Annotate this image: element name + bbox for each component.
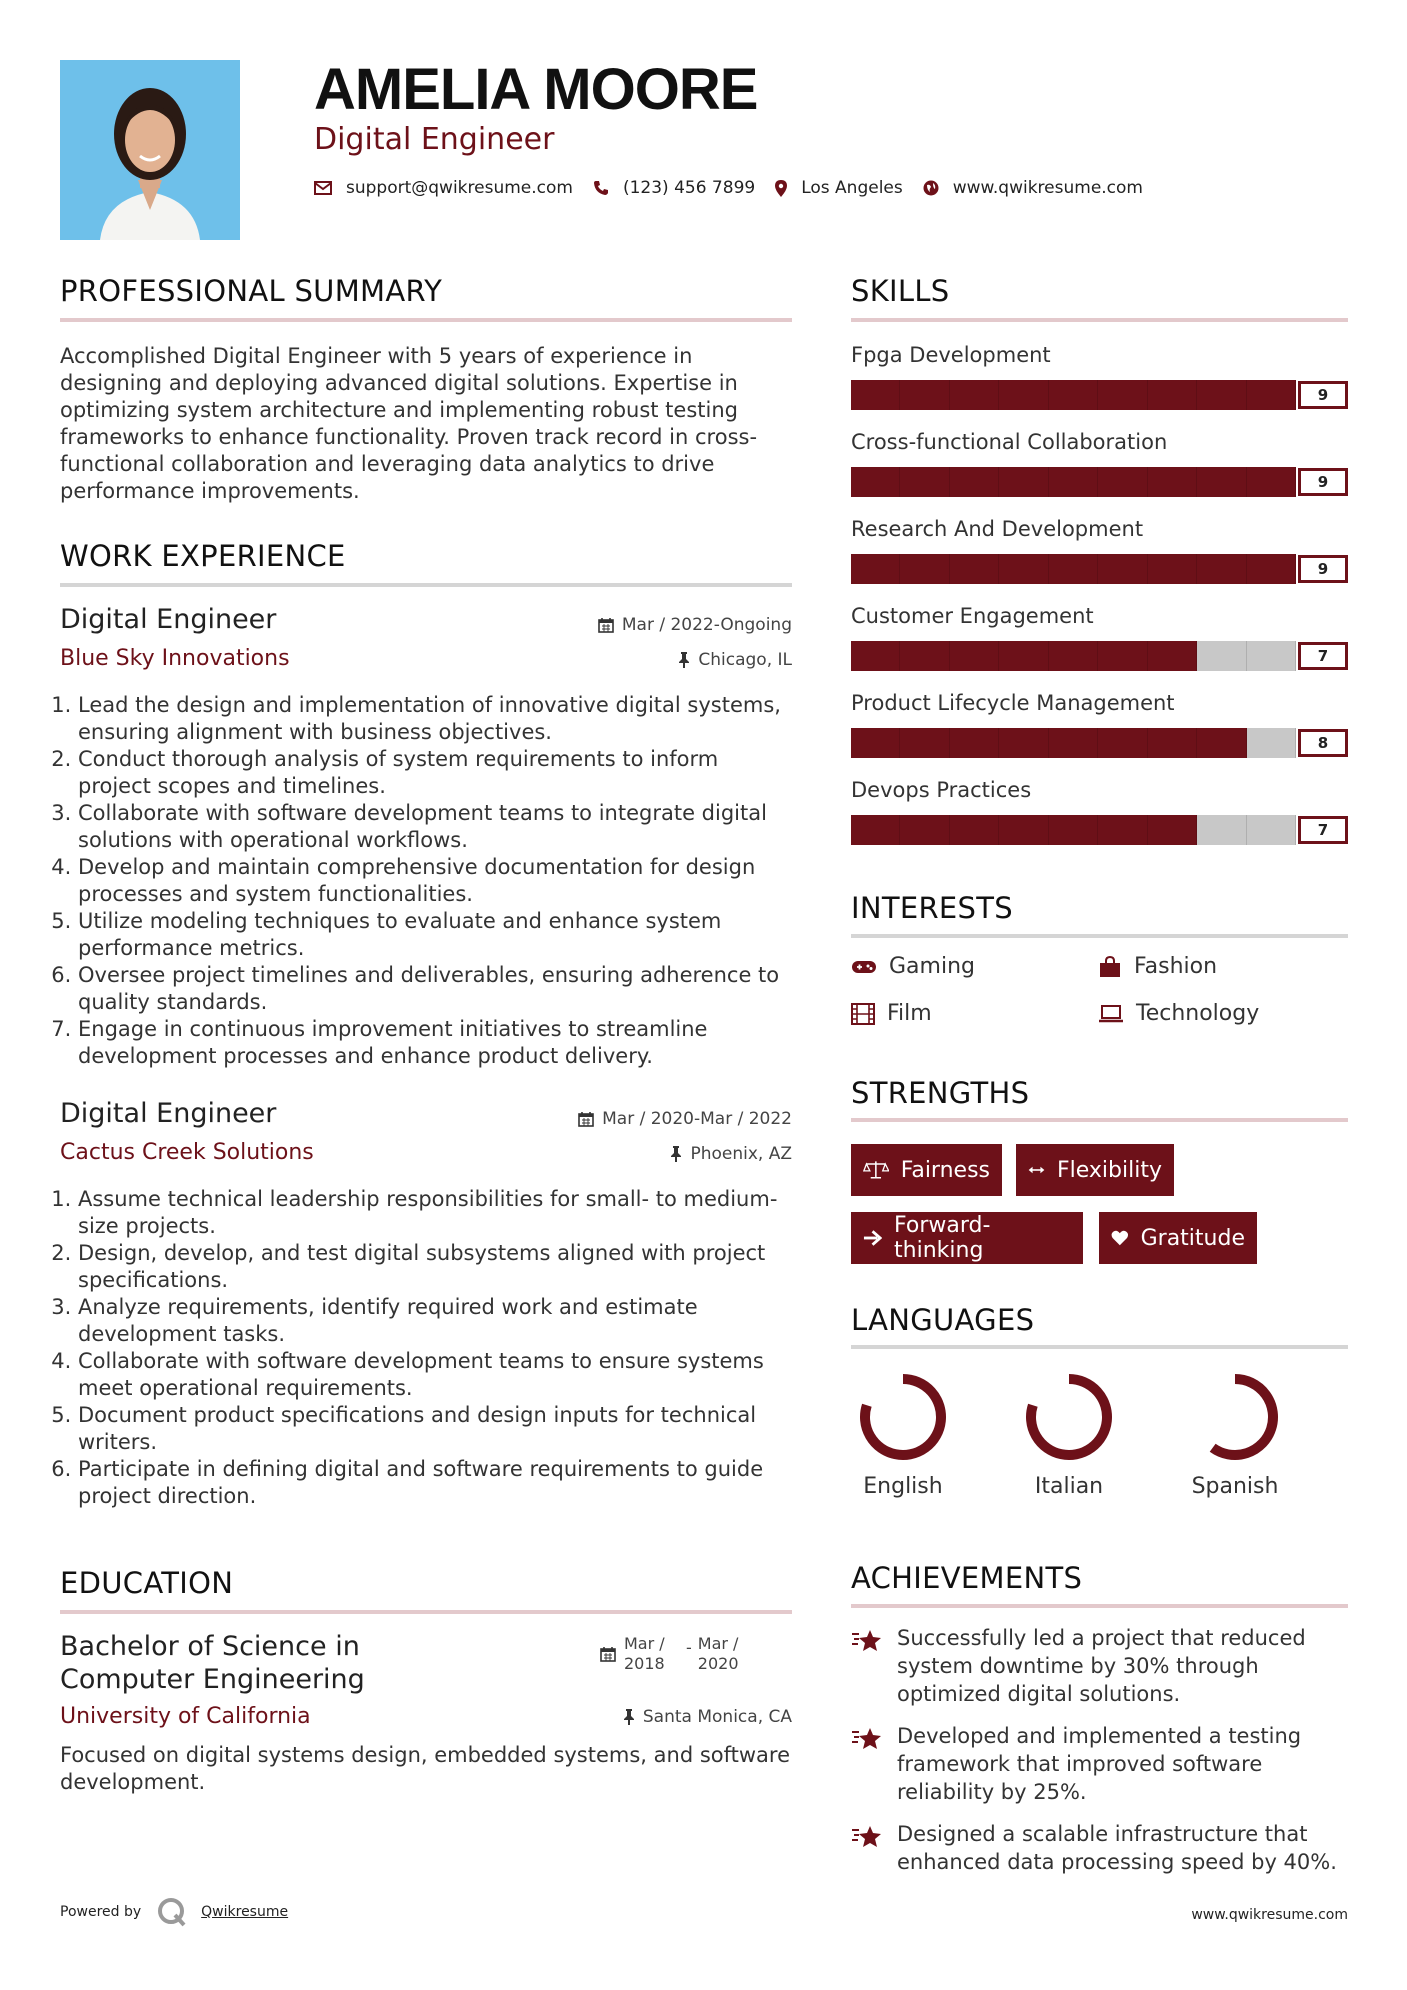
skill-bar-segment: [1197, 641, 1246, 671]
skill-bar-segment: [851, 728, 900, 758]
heart-icon: [1111, 1228, 1129, 1248]
skill-bar-segment: [1197, 728, 1246, 758]
skill-bar-segment: [1098, 728, 1147, 758]
skills-list: [851, 340, 1348, 862]
skill-bar-segment: [851, 467, 900, 497]
education-location: Santa Monica, CA: [623, 1707, 792, 1727]
job-title: Digital Engineer: [60, 1098, 277, 1129]
skill-score: 8: [1298, 729, 1348, 757]
skills-rule: [851, 318, 1348, 322]
calendar-icon: [598, 617, 614, 633]
skill-level-bar: [851, 467, 1348, 497]
education-dates: Mar / 2018 - Mar / 2020: [600, 1634, 750, 1674]
skill-name: Research And Development: [851, 517, 1144, 541]
skill-bar-segment: [1049, 815, 1098, 845]
laptop-icon: [1098, 1004, 1124, 1024]
language-name: English: [863, 1474, 943, 1499]
contact-bar: [314, 178, 1163, 198]
skill-item: [851, 688, 1348, 775]
skill-name: Devops Practices: [851, 778, 1032, 802]
skill-score: 9: [1298, 555, 1348, 583]
skill-bar-segment: [1098, 554, 1147, 584]
contact-website[interactable]: www.qwikresume.com: [923, 178, 1143, 198]
skill-bar-segment: [1247, 554, 1296, 584]
skill-bar-segment: [1148, 467, 1197, 497]
skill-bar-segment: [999, 554, 1048, 584]
skill-item: [851, 514, 1348, 601]
skill-bar-segment: [1197, 815, 1246, 845]
job-location: Phoenix, AZ: [670, 1144, 792, 1164]
skill-bar-segment: [950, 380, 999, 410]
strength-badge: Forward-thinking: [851, 1212, 1083, 1264]
job-location: Chicago, IL: [678, 650, 792, 670]
skill-bar-segment: [999, 380, 1048, 410]
skill-item: [851, 775, 1348, 862]
skill-bar-segment: [900, 554, 949, 584]
strength-badge: Flexibility: [1016, 1144, 1174, 1196]
language-progress-ring: [1190, 1372, 1280, 1462]
globe-icon: [923, 180, 939, 196]
skill-bar-segment: [1098, 380, 1147, 410]
language-progress-ring: [1024, 1372, 1114, 1462]
list-item: 2. Conduct thorough analysis of system requirements to inform project scopes and timelines.: [78, 746, 792, 800]
gamepad-icon: [851, 959, 877, 975]
skill-bar-segment: [1247, 641, 1296, 671]
map-pin-icon: [775, 180, 787, 197]
education-start: Mar / 2018: [624, 1634, 665, 1673]
contact-email[interactable]: support@qwikresume.com: [314, 178, 573, 198]
skills-heading: SKILLS: [851, 274, 950, 308]
profile-photo: [60, 60, 240, 240]
education-school: University of California: [60, 1704, 311, 1729]
skill-bar-segment: [1148, 728, 1197, 758]
skill-bar-segment: [851, 554, 900, 584]
skill-bar-segment: [1148, 380, 1197, 410]
skill-bar-segment: [950, 728, 999, 758]
qwikresume-link[interactable]: Qwikresume: [201, 1904, 289, 1920]
skill-item: [851, 601, 1348, 688]
job-entry: [60, 604, 792, 1070]
list-item: 1. Assume technical leadership responsibilities for small- to medium-size projects.: [78, 1186, 792, 1240]
job-company: Blue Sky Innovations: [60, 646, 290, 671]
shopping-bag-icon: [1098, 956, 1122, 978]
list-item: 6. Participate in defining digital and software requirements to guide project direction.: [78, 1456, 792, 1510]
skill-bar-segment: [900, 641, 949, 671]
strengths-heading: STRENGTHS: [851, 1076, 1030, 1110]
list-item: 7. Engage in continuous improvement initiatives to streamline development processes and enhance product delivery.: [78, 1016, 792, 1070]
achievements-rule: [851, 1604, 1348, 1608]
summary-rule: [60, 318, 792, 322]
skill-bar-segment: [1049, 728, 1098, 758]
list-item: 6. Oversee project timelines and deliverables, ensuring adherence to quality standards.: [78, 962, 792, 1016]
job-company: Cactus Creek Solutions: [60, 1140, 314, 1165]
candidate-name: AMELIA MOORE: [314, 57, 758, 122]
skill-name: Fpga Development: [851, 343, 1051, 367]
job-dates: Mar / 2022-Ongoing: [598, 615, 792, 635]
summary-heading: PROFESSIONAL SUMMARY: [60, 274, 443, 308]
strength-badge: Gratitude: [1099, 1212, 1257, 1264]
footer-url[interactable]: www.qwikresume.com: [1191, 1907, 1348, 1923]
footer-powered-by: Powered by Qwikresume: [60, 1897, 288, 1927]
thumbtack-icon: [670, 1146, 682, 1162]
skill-score: 9: [1298, 381, 1348, 409]
skill-bar-segment: [1049, 467, 1098, 497]
star-burst-icon: [851, 1628, 883, 1654]
skill-bar-segment: [950, 641, 999, 671]
calendar-icon: [600, 1646, 616, 1662]
education-degree: Bachelor of Science in Computer Engineering: [60, 1631, 365, 1695]
skill-bar-segment: [1197, 467, 1246, 497]
job-bullets: [60, 692, 792, 1070]
languages-rule: [851, 1345, 1348, 1349]
qwikresume-logo-icon: [157, 1897, 187, 1927]
balance-scale-icon: [863, 1159, 889, 1181]
skill-bar-segment: [950, 815, 999, 845]
language-item: [1180, 1372, 1290, 1499]
skill-bar-segment: [999, 641, 1048, 671]
skill-bar-segment: [1197, 380, 1246, 410]
skill-name: Customer Engagement: [851, 604, 1094, 628]
star-burst-icon: [851, 1726, 883, 1752]
skill-bar-segment: [999, 467, 1048, 497]
skill-level-bar: [851, 641, 1348, 671]
skill-bar-segment: [1247, 467, 1296, 497]
skill-bar-segment: [1247, 380, 1296, 410]
interest-item: Technology: [1098, 1001, 1259, 1026]
interests-heading: INTERESTS: [851, 891, 1013, 925]
education-end: Mar / 2020: [697, 1634, 739, 1673]
list-item: 4. Collaborate with software development teams to ensure systems meet operational requirements.: [78, 1348, 792, 1402]
list-item: 5. Utilize modeling techniques to evaluate and enhance system performance metrics.: [78, 908, 792, 962]
job-title: Digital Engineer: [60, 604, 277, 635]
strength-badge: Fairness: [851, 1144, 1002, 1196]
contact-location: Los Angeles: [775, 178, 903, 198]
list-item: 2. Design, develop, and test digital subsystems aligned with project specifications.: [78, 1240, 792, 1294]
languages-heading: LANGUAGES: [851, 1303, 1035, 1337]
skill-bar-segment: [999, 815, 1048, 845]
skill-bar-segment: [950, 467, 999, 497]
skill-bar-segment: [1049, 554, 1098, 584]
job-bullets: [60, 1186, 792, 1510]
interest-item: Fashion: [1098, 954, 1217, 979]
achievements-heading: ACHIEVEMENTS: [851, 1561, 1083, 1595]
skill-level-bar: [851, 380, 1348, 410]
candidate-title: Digital Engineer: [314, 122, 555, 157]
skill-bar-segment: [1098, 815, 1147, 845]
job-entry: [60, 1098, 792, 1510]
skill-bar-segment: [999, 728, 1048, 758]
language-item: [848, 1372, 958, 1499]
skill-bar-segment: [1148, 641, 1197, 671]
skill-bar-segment: [950, 554, 999, 584]
skill-score: 7: [1298, 642, 1348, 670]
contact-phone[interactable]: (123) 456 7899: [593, 178, 755, 198]
job-dates: Mar / 2020-Mar / 2022: [578, 1109, 792, 1129]
skill-bar-segment: [900, 380, 949, 410]
achievement-item: Developed and implemented a testing framework that improved software reliability by 25%.: [851, 1722, 1348, 1806]
list-item: 4. Develop and maintain comprehensive documentation for design processes and system functionalities.: [78, 854, 792, 908]
arrow-right-icon: [863, 1229, 882, 1247]
strengths-rule: [851, 1118, 1348, 1122]
skill-bar-segment: [1148, 554, 1197, 584]
envelope-icon: [314, 181, 332, 195]
language-name: Italian: [1034, 1474, 1104, 1499]
education-description: Focused on digital systems design, embedded systems, and software development.: [60, 1743, 791, 1794]
skill-bar-segment: [851, 380, 900, 410]
experience-heading: WORK EXPERIENCE: [60, 539, 346, 573]
skill-bar-segment: [1247, 728, 1296, 758]
star-burst-icon: [851, 1824, 883, 1850]
skill-score: 7: [1298, 816, 1348, 844]
language-item: [1014, 1372, 1124, 1499]
skill-item: [851, 427, 1348, 514]
skill-name: Product Lifecycle Management: [851, 691, 1175, 715]
skill-level-bar: [851, 728, 1348, 758]
skill-bar-segment: [1049, 380, 1098, 410]
phone-icon: [593, 180, 609, 196]
skill-bar-segment: [1098, 467, 1147, 497]
skill-bar-segment: [1247, 815, 1296, 845]
arrows-horizontal-icon: [1028, 1163, 1045, 1177]
education-entry: [60, 1630, 792, 1800]
skill-bar-segment: [900, 467, 949, 497]
skill-level-bar: [851, 554, 1348, 584]
skill-bar-segment: [851, 641, 900, 671]
list-item: 1. Lead the design and implementation of innovative digital systems, ensuring alignment with business objectives.: [78, 692, 792, 746]
skill-level-bar: [851, 815, 1348, 845]
list-item: 3. Collaborate with software development teams to integrate digital solutions with operational workflows.: [78, 800, 792, 854]
interest-item: Film: [851, 1001, 932, 1026]
experience-rule: [60, 583, 792, 587]
list-item: 5. Document product specifications and design inputs for technical writers.: [78, 1402, 792, 1456]
language-name: Spanish: [1191, 1474, 1279, 1499]
education-heading: EDUCATION: [60, 1566, 234, 1600]
skill-bar-segment: [851, 815, 900, 845]
calendar-icon: [578, 1111, 594, 1127]
skill-bar-segment: [1148, 815, 1197, 845]
achievement-item: Successfully led a project that reduced system downtime by 30% through optimized digital solutions.: [851, 1624, 1348, 1708]
skill-bar-segment: [900, 728, 949, 758]
skill-item: [851, 340, 1348, 427]
skill-bar-segment: [1197, 554, 1246, 584]
skill-bar-segment: [900, 815, 949, 845]
thumbtack-icon: [678, 652, 690, 668]
skill-name: Cross-functional Collaboration: [851, 430, 1168, 454]
skill-score: 9: [1298, 468, 1348, 496]
language-progress-ring: [858, 1372, 948, 1462]
thumbtack-icon: [623, 1709, 635, 1725]
education-rule: [60, 1610, 792, 1614]
film-icon: [851, 1003, 875, 1025]
skill-bar-segment: [1098, 641, 1147, 671]
list-item: 3. Analyze requirements, identify required work and estimate development tasks.: [78, 1294, 792, 1348]
interest-item: Gaming: [851, 954, 975, 979]
summary-text: Accomplished Digital Engineer with 5 years of experience in designing and deploying advanced digital solutions. Expertise in optimizing system architecture and implementing robust testing frameworks to enhance functionality. Proven track record in cross-functional collaboration and leveraging data analytics to drive performance improvements.: [60, 344, 758, 503]
skill-bar-segment: [1049, 641, 1098, 671]
achievement-item: Designed a scalable infrastructure that enhanced data processing speed by 40%.: [851, 1820, 1348, 1876]
interests-rule: [851, 934, 1348, 938]
